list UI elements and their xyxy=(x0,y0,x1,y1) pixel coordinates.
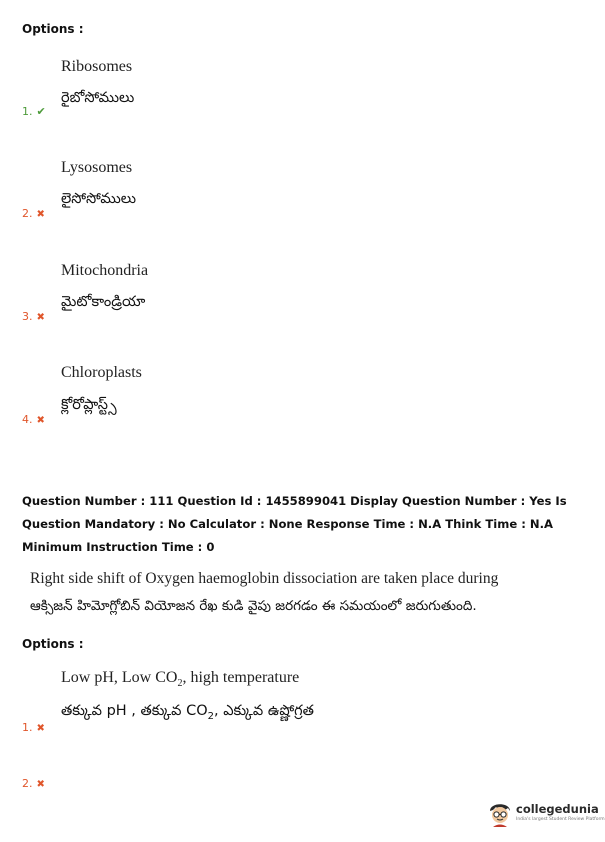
option-4-number xyxy=(22,413,45,426)
logo-name: collegedunia xyxy=(516,802,599,816)
option-number-label: 1. xyxy=(22,721,33,734)
option-text-part: , ఎక్కువ ఉష్ణోగ్రత xyxy=(214,703,314,719)
cross-icon: ✖ xyxy=(36,723,45,734)
student-mascot-icon xyxy=(487,800,513,828)
check-icon: ✔ xyxy=(36,105,46,118)
option-text-part: , high temperature xyxy=(182,669,300,686)
option-2-english: Lysosomes xyxy=(61,159,133,176)
question-text-english: Right side shift of Oxygen haemoglobin dissociation are taken place during xyxy=(30,570,499,587)
option-1-english: Ribosomes xyxy=(61,58,133,75)
option-1-telugu xyxy=(61,703,314,723)
option-number-label: 1. xyxy=(22,105,33,118)
option-3-number xyxy=(22,310,45,323)
cross-icon: ✖ xyxy=(36,312,45,323)
option-4-telugu: క్లోరోప్లాస్ట్స్ xyxy=(61,397,117,413)
options-heading: Options : xyxy=(22,637,84,651)
subscript: 2 xyxy=(207,710,214,722)
option-2-number xyxy=(22,777,45,790)
question-meta: Question Number : 111 Question Id : 1455899041 Display Question Number : Yes Is Question Mandatory : No Calculator : None Response Time : N.A Think Time : N.A Minimum Instruction Time : 0 xyxy=(22,494,567,554)
collegedunia-logo[interactable] xyxy=(487,800,605,830)
option-text-part: తక్కువ pH , తక్కువ CO xyxy=(61,703,208,719)
cross-icon: ✖ xyxy=(36,415,45,426)
option-2-telugu: లైసోసోములు xyxy=(61,191,137,207)
option-1-english xyxy=(61,669,299,689)
options-heading: Options : xyxy=(22,22,84,36)
logo-tagline: India's largest Student Review Platform xyxy=(516,817,605,822)
option-3-english: Mitochondria xyxy=(61,262,149,279)
option-4-english: Chloroplasts xyxy=(61,364,142,381)
option-1-telugu: రైబోసోములు xyxy=(61,90,135,106)
cross-icon: ✖ xyxy=(36,779,45,790)
option-1-number xyxy=(22,721,45,734)
option-number-label: 3. xyxy=(22,310,33,323)
option-number-label: 4. xyxy=(22,413,33,426)
option-1-number xyxy=(22,105,46,118)
option-2-number xyxy=(22,207,45,220)
subscript: 2 xyxy=(177,678,183,690)
option-3-telugu: మైటోకాండ్రియా xyxy=(61,294,146,310)
option-number-label: 2. xyxy=(22,777,33,790)
option-text-part: Low pH, Low CO xyxy=(61,669,178,686)
question-text-telugu: ఆక్సిజన్ హిమోగ్లోబిన్ వియోజన రేఖ కుడి వైపు జరగడం ఈ సమయంలో జరుగుతుంది. xyxy=(30,598,477,614)
option-number-label: 2. xyxy=(22,207,33,220)
cross-icon: ✖ xyxy=(36,209,45,220)
